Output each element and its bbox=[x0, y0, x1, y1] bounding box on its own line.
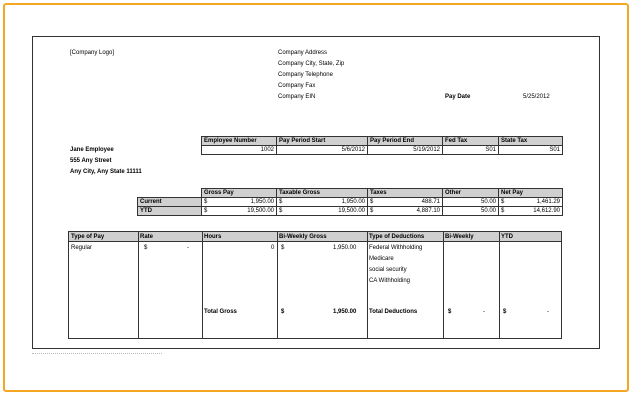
column-divider bbox=[443, 232, 444, 338]
table-header-cell: Employee Number bbox=[202, 137, 277, 146]
earnings-deductions-table bbox=[68, 231, 562, 339]
table-row bbox=[202, 146, 563, 155]
table-header-cell: State Tax bbox=[499, 137, 563, 146]
table-header-cell: Taxable Gross bbox=[277, 189, 368, 198]
period-start-cell: 5/6/2012 bbox=[277, 146, 368, 155]
gross-cell bbox=[202, 198, 277, 207]
amount: 4,887.10 bbox=[416, 208, 440, 214]
pay-date-label: Pay Date bbox=[445, 94, 471, 100]
amount: 488.71 bbox=[421, 199, 440, 205]
column-divider bbox=[138, 232, 139, 338]
hours-cell: 0 bbox=[271, 245, 275, 251]
table-header-cell: Type of Deductions bbox=[369, 234, 425, 240]
currency-symbol: $ bbox=[503, 309, 507, 315]
total-gross-label: Total Gross bbox=[204, 309, 237, 315]
pay-period-table bbox=[201, 136, 563, 155]
biweekly-gross-cell: 1,950.00 bbox=[333, 245, 357, 251]
company-logo-placeholder: [Company Logo] bbox=[70, 50, 115, 56]
net-cell bbox=[499, 207, 563, 216]
amount: 1,950.00 bbox=[250, 199, 274, 205]
table-header-cell: Type of Pay bbox=[71, 234, 105, 240]
employee-number-cell: 1002 bbox=[202, 146, 277, 155]
table-header-cell: Bi-Weekly bbox=[445, 234, 474, 240]
state-tax-cell: S01 bbox=[499, 146, 563, 155]
employee-name: Jane Employee bbox=[70, 147, 114, 153]
table-header-cell: YTD bbox=[501, 234, 513, 240]
pay-type-cell: Regular bbox=[71, 245, 93, 251]
company-ein: Company EIN bbox=[278, 94, 316, 100]
total-deductions-label: Total Deductions bbox=[369, 309, 418, 315]
company-fax: Company Fax bbox=[278, 83, 316, 89]
table-header-cell: Gross Pay bbox=[202, 189, 277, 198]
deduction-federal: Federal Withholding bbox=[369, 245, 423, 251]
taxable-cell bbox=[277, 207, 368, 216]
amount: 1,950.00 bbox=[341, 199, 365, 205]
table-header-cell: Taxes bbox=[368, 189, 443, 198]
total-deductions-biweekly: - bbox=[483, 309, 485, 315]
deduction-social-security: social security bbox=[369, 267, 407, 273]
table-header-cell: Rate bbox=[140, 234, 154, 240]
amount: 19,500.00 bbox=[338, 208, 365, 214]
footer-divider bbox=[32, 353, 162, 355]
other-cell: 50.00 bbox=[443, 207, 499, 216]
taxes-cell bbox=[368, 198, 443, 207]
currency-symbol: $ bbox=[279, 199, 283, 205]
pay-date-value: 5/25/2012 bbox=[523, 94, 550, 100]
table-header-cell: Hours bbox=[204, 234, 222, 240]
table-header-cell: Pay Period End bbox=[368, 137, 443, 146]
employee-city-state-zip: Any City, Any State 11111 bbox=[70, 169, 142, 175]
table-row bbox=[138, 198, 563, 207]
row-label: YTD bbox=[138, 207, 202, 216]
table-header-blank bbox=[138, 189, 202, 198]
table-header-row bbox=[138, 189, 563, 198]
currency-symbol: $ bbox=[281, 309, 285, 315]
company-telephone: Company Telephone bbox=[278, 72, 333, 78]
total-deductions-ytd: - bbox=[547, 309, 549, 315]
total-gross-value: 1,950.00 bbox=[333, 309, 357, 315]
amount: 1,461.29 bbox=[536, 199, 560, 205]
currency-symbol: $ bbox=[370, 199, 374, 205]
deduction-ca-withholding: CA Withholding bbox=[369, 278, 411, 284]
taxes-cell bbox=[368, 207, 443, 216]
amount: 19,500.00 bbox=[247, 208, 274, 214]
row-label: Current bbox=[138, 198, 202, 207]
currency-symbol: $ bbox=[501, 199, 505, 205]
fed-tax-cell: S01 bbox=[443, 146, 499, 155]
column-divider bbox=[202, 232, 203, 338]
net-cell bbox=[499, 198, 563, 207]
amount: 14,612.90 bbox=[533, 208, 560, 214]
column-divider bbox=[277, 232, 278, 338]
gross-cell bbox=[202, 207, 277, 216]
currency-symbol: $ bbox=[448, 309, 452, 315]
currency-symbol: $ bbox=[204, 199, 208, 205]
table-header-row bbox=[202, 137, 563, 146]
taxable-cell bbox=[277, 198, 368, 207]
employee-street: 555 Any Street bbox=[70, 158, 112, 164]
currency-symbol: $ bbox=[370, 208, 374, 214]
table-row bbox=[138, 207, 563, 216]
currency-symbol: $ bbox=[501, 208, 505, 214]
table-header-cell: Bi-Weekly Gross bbox=[279, 234, 327, 240]
table-header-cell: Other bbox=[443, 189, 499, 198]
column-divider bbox=[499, 232, 500, 338]
company-city-state-zip: Company City, State, Zip bbox=[278, 61, 345, 67]
table-header-cell: Pay Period Start bbox=[277, 137, 368, 146]
currency-symbol: $ bbox=[204, 208, 208, 214]
other-cell: 50.00 bbox=[443, 198, 499, 207]
table-header-cell: Fed Tax bbox=[443, 137, 499, 146]
currency-symbol: $ bbox=[279, 208, 283, 214]
currency-symbol: $ bbox=[281, 245, 285, 251]
period-end-cell: 5/19/2012 bbox=[368, 146, 443, 155]
column-divider bbox=[367, 232, 368, 338]
deduction-medicare: Medicare bbox=[369, 256, 394, 262]
company-address: Company Address bbox=[278, 50, 328, 56]
pay-summary-table bbox=[137, 188, 563, 216]
table-header-cell: Net Pay bbox=[499, 189, 563, 198]
currency-symbol: $ bbox=[144, 245, 148, 251]
rate-cell: - bbox=[187, 245, 189, 251]
